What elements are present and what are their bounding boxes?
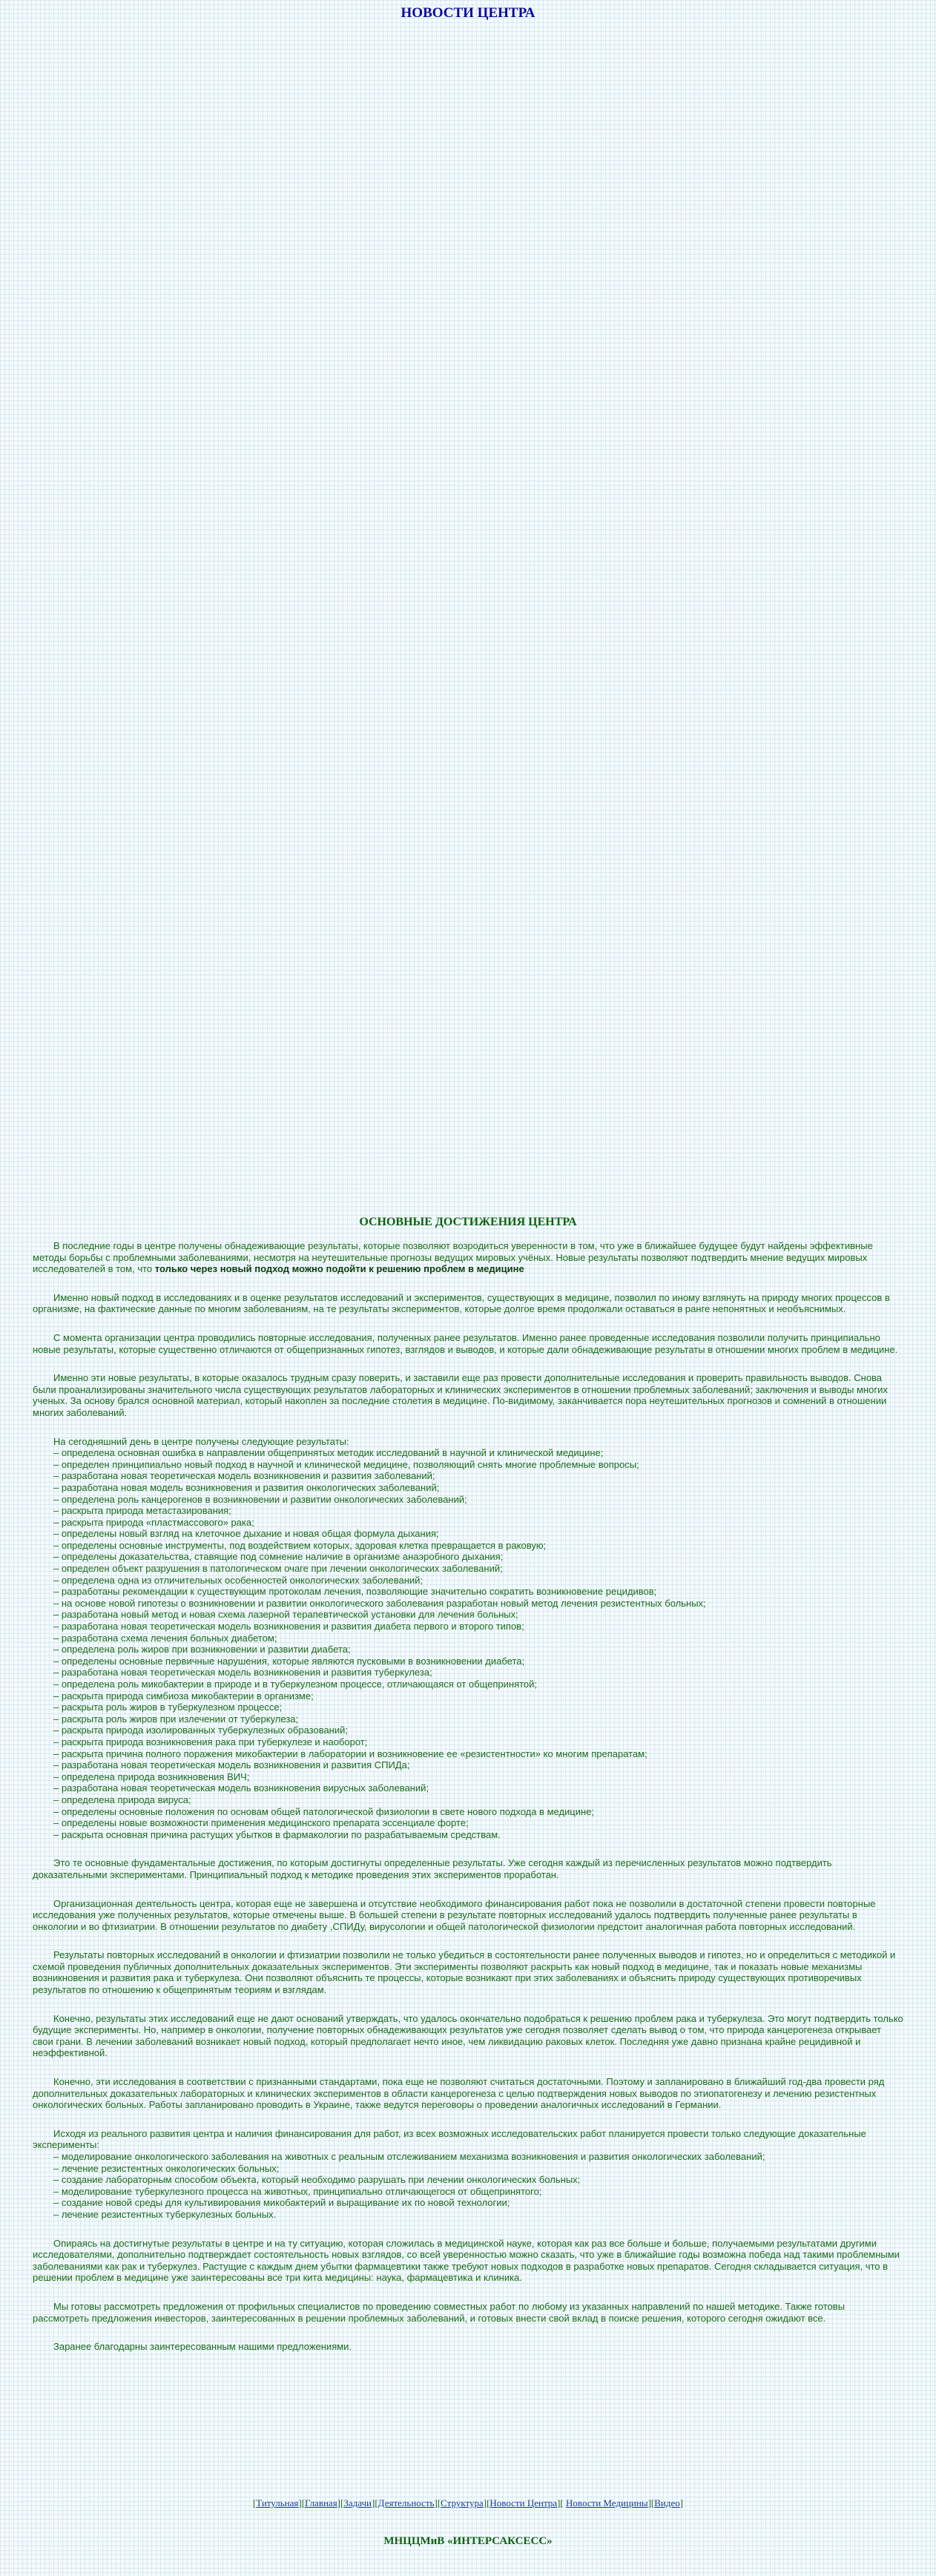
- list-item: – раскрыта природа «пластмассового» рака;: [53, 1517, 903, 1529]
- nav-link-center-news[interactable]: Новости Центра: [490, 2497, 558, 2509]
- list-item: – определены основные первичные нарушения, которые являются пусковыми в возникновении диабета;: [53, 1656, 903, 1667]
- experiments-intro: Исходя из реального развития центра и наличия финансирования для работ, из всех возможных исследовательских работ планируется провести только следующие доказательные эксперименты:: [33, 2127, 866, 2151]
- nav-link-structure[interactable]: Структура: [441, 2497, 484, 2509]
- list-item: – определен объект разрушения в патологическом очаге при лечении онкологических заболеваний;: [53, 1563, 903, 1575]
- paragraph-standards: Конечно, эти исследования в соответствии с признанными стандартами, пока еще не позволяют считаться достаточными. Поэтому и запланировано в ближайший год-два провести ряд дополнительных доказательных лабораторных и клинических экспериментов в области канцерогенеза с целью подтверждения новых выводов по этиопатогенезу и лечению резистентных онкологических больных. Работы запланировано проводить в Украине, также ведутся переговоры о проведении аналогичных исследований в Германии.: [33, 2076, 885, 2111]
- paragraph-fundamental: Это те основные фундаментальные достижения, по которым достигнуты определенные результаты. Уже сегодня каждый из перечисленных результатов можно подтвердить доказательными экспериментами. Принципиальный подход к методике проведения этих экспериментов проработан.: [33, 1857, 832, 1880]
- list-item: – разработана новая модель возникновения и развития онкологических заболеваний;: [53, 1482, 903, 1494]
- page-title: НОВОСТИ ЦЕНТРА: [401, 5, 535, 21]
- paragraph-oncology-results: Результаты повторных исследований в онкологии и фтизиатрии позволили не только убедиться в состоятельности ранее полученных выводов и гипотез, но и определиться с методикой и схемой проведения публичных дополнительных доказательных экспериментов. Эти эксперименты позволяют раскрыть как новый подход в медицине, так и показать новые механизмы возникновения и развития рака и туберкулеза. Они позволяют объяснить те процессы, которые возникают при этих заболеваниях и объяснить природу существующих противоречивых результатов по отношению к общепринятым теориям и взглядам.: [33, 1949, 896, 1996]
- list-item: – определены доказательства, ставящие под сомнение наличие в организме анаэробного дыхания;: [53, 1551, 903, 1563]
- list-item: – разработана схема лечения больных диабетом;: [53, 1633, 903, 1644]
- nav-link-main[interactable]: Главная: [305, 2497, 337, 2509]
- footer-organization-name: МНЦЦМиВ «ИНТЕРСАКСЕСС»: [383, 2535, 553, 2547]
- nav-link-video[interactable]: Видео: [654, 2497, 680, 2509]
- list-item: – создание лабораторным способом объекта, который необходимо разрушать при лечении онкологических больных;: [53, 2174, 903, 2186]
- list-item: – определен принципиально новый подход в научной и клинической медицине, позволяющий снять многие проблемные вопросы;: [53, 1459, 903, 1471]
- results-list: [33, 1447, 903, 1840]
- paragraph-future-experiments: Конечно, результаты этих исследований еще не дают оснований утверждать, что удалось окончательно подобраться к решению проблем рака и туберкулеза. Это могут подтвердить только будущие эксперименты. Но, например в онкологии, получение повторных обнадеживающих результатов уже сегодня позволяет сделать вывод о том, что природа канцерогенеза открывает свои грани. В лечении заболеваний возникает новый подход, который предполагает нечто иное, чем ликвидацию раковых клеток. Последняя уже давно признана крайне рецидивной и неэффективной.: [33, 2012, 903, 2059]
- list-item: – определены основные положения по основам общей патологической физиологии в свете нового подхода в медицине;: [53, 1806, 903, 1818]
- results-intro: На сегодняшний день в центре получены следующие результаты:: [53, 1435, 349, 1447]
- list-item: – определена природа вируса;: [53, 1794, 903, 1806]
- list-item: – раскрыта природа метастазирования;: [53, 1505, 903, 1517]
- list-item: – раскрыта причина полного поражения микобактерии в лаборатории и возникновение ее «резистентности» ко многим препаратам;: [53, 1748, 903, 1760]
- list-item: – определена роль жиров при возникновении и развитии диабета;: [53, 1644, 903, 1656]
- paragraph-repeat-research: С момента организации центра проводились повторные исследования, полученных ранее результатов. Именно ранее проведенные исследования позволили получить принципиально новые результаты, которые существенно отличаются от общепризнанных гипотез, взглядов и выводов, и которые дали обнадеживающие результаты в отношении многих проблем в медицине.: [33, 1331, 898, 1355]
- article-content: [33, 1240, 903, 2370]
- list-item: – лечение резистентных онкологических больных;: [53, 2163, 903, 2175]
- paragraph-intro-emphasis: только через новый подход можно подойти к решению проблем в медицине: [154, 1263, 524, 1275]
- list-item: – определена одна из отличительных особенностей онкологических заболеваний;: [53, 1575, 903, 1587]
- list-item: – раскрыта природа симбиоза микобактерии в организме;: [53, 1690, 903, 1702]
- paragraph-thanks: Заранее благодарны заинтересованным нашими предложениями.: [53, 2341, 352, 2353]
- paragraph-cooperation: Мы готовы рассмотреть предложения от профильных специалистов по проведению совместных работ по любому из указанных направлений по нашей методике. Также готовы рассмотреть предложения инвесторов, заинтересованных в решении проблемных заболеваний, и готовых внести свой вклад в поиске решения, которого сегодня ожидают все.: [33, 2300, 846, 2324]
- list-item: – определена основная ошибка в направлении общепринятых методик исследований в научной и клинической медицине;: [53, 1447, 903, 1459]
- list-item: – разработана новая теоретическая модель возникновения и развития СПИДа;: [53, 1759, 903, 1771]
- list-item: – определены новые возможности применения медицинского препарата эссенциале форте;: [53, 1817, 903, 1829]
- list-item: – определены новый взгляд на клеточное дыхание и новая общая формула дыхания;: [53, 1528, 903, 1540]
- list-item: – моделирование онкологического заболевания на животных с реальным отслеживанием механизма возникновения и развития онкологических заболеваний;: [53, 2151, 903, 2163]
- paragraph-intro-text: В последние годы в центре получены обнадеживающие результаты, которые позволяют возродиться уверенности в том, что уже в ближайшее будущее будут найдены эффективные методы борьбы с проблемными заболеваниями, несмотря на неутешительные прогнозы ведущих мировых учёных. Новые результаты позволяют подтвердить мнение ведущих мировых исследователей в том, что: [33, 1240, 873, 1275]
- list-item: – моделирование туберкулезного процесса на животных, принципиально отличающегося от общепринятого;: [53, 2186, 903, 2198]
- list-item: – определена природа возникновения ВИЧ;: [53, 1771, 903, 1783]
- experiments-block: [33, 2128, 903, 2221]
- paragraph-new-approach: Именно новый подход в исследованиях и в оценке результатов исследований и экспериментов, существующих в медицине, позволил по иному взглянуть на природу многих процессов в организме, на фактические данные по многим заболеваниям, на те результаты экспериментов, которые долгое время продолжали оставаться в ранге непонятных и необъяснимых.: [33, 1291, 890, 1315]
- list-item: – раскрыта роль жиров при излечении от туберкулеза;: [53, 1713, 903, 1725]
- nav-link-activity[interactable]: Деятельность: [378, 2497, 435, 2509]
- paragraph-organization: Организационная деятельность центра, которая еще не завершена и отсутствие необходимого финансирования работ пока не позволили в достаточной степени провести повторные исследования уже полученных результатов, которые отмечены выше. В большей степени в результате повторных исследований удалось подтвердить полученные ранее результаты в онкологии и во фтизиатрии. В отношении результатов по диабету ,СПИДу, вирусологии и общей патологической физиологии предстоит аналогичная работа повторных исследований.: [33, 1897, 876, 1932]
- list-item: – лечение резистентных туберкулезных больных.: [53, 2209, 903, 2221]
- list-item: – создание новой среды для культивирования микобактерий и выращивание их по новой технологии;: [53, 2197, 903, 2209]
- results-block: [33, 1436, 903, 1841]
- list-item: – разработаны рекомендации к существующим протоколам лечения, позволяющие значительно сократить возникновение рецидивов;: [53, 1586, 903, 1598]
- list-item: – разработана новая теоретическая модель возникновения и развития туберкулеза;: [53, 1667, 903, 1679]
- paragraph-verification: Именно эти новые результаты, в которые оказалось трудным сразу поверить, и заставили еще раз провести дополнительные исследования и проверить правильность выводов. Снова были проанализированы значительного числа существующих результатов лабораторных и клинических экспериментов в отношении проблемных заболеваний; заключения и выводы многих ученых. За основу брался основной материал, который накоплен за последние столетия в медицине. По-видимому, заканчивается пора неутешительных прогнозов и сомнений в отношении многих заболеваний.: [33, 1372, 888, 1418]
- section-title: ОСНОВНЫЕ ДОСТИЖЕНИЯ ЦЕНТРА: [359, 1216, 577, 1228]
- paragraph-intro: [33, 1240, 903, 1275]
- nav-link-medicine-news[interactable]: Новости Медицины: [566, 2497, 648, 2509]
- list-item: – разработана новая теоретическая модель возникновения и развития заболеваний;: [53, 1470, 903, 1482]
- nav-link-title-page[interactable]: Титульная: [256, 2497, 299, 2509]
- nav-link-tasks[interactable]: Задачи: [343, 2497, 372, 2509]
- footer-navigation: [Титульная][Главная][Задачи][Деятельность][Структура][Новости Центра][ Новости Медицины][Видео]: [252, 2497, 684, 2509]
- list-item: – определена роль микобактерии в природе и в туберкулезном процессе, отличающаяся от общепринятой;: [53, 1679, 903, 1690]
- list-item: – раскрыта природа возникновения рака при туберкулезе и наоборот;: [53, 1736, 903, 1748]
- list-item: – разработана новая теоретическая модель возникновения и развития диабета первого и второго типов;: [53, 1621, 903, 1633]
- list-item: – на основе новой гипотезы о возникновении и развитии онкологического заболевания разработан новый метод лечения резистентных больных;: [53, 1598, 903, 1610]
- list-item: – разработана новая теоретическая модель возникновения вирусных заболеваний;: [53, 1782, 903, 1794]
- list-item: – разработана новый метод и новая схема лазерной терапевтической установки для лечения больных;: [53, 1609, 903, 1621]
- list-item: – раскрыта основная причина растущих убытков в фармакологии по разрабатываемым средствам.: [53, 1829, 903, 1841]
- experiments-list: [33, 2151, 903, 2221]
- list-item: – раскрыта роль жиров в туберкулезном процессе;: [53, 1702, 903, 1713]
- list-item: – определены основные инструменты, под воздействием которых, здоровая клетка превращается в раковую;: [53, 1540, 903, 1552]
- list-item: – определена роль канцерогенов в возникновении и развитии онкологических заболеваний;: [53, 1494, 903, 1506]
- list-item: – раскрыта природа изолированных туберкулезных образований;: [53, 1725, 903, 1736]
- paragraph-outlook: Опираясь на достигнутые результаты в центре и на ту ситуацию, которая сложилась в медицинской науке, которая как раз все больше и больше, получаемыми результатами другими исследователями, дополнительно подтверждает состоятельность новых взглядов, со всей уверенностью можно сказать, что уже в ближайшие годы возможна победа над такими проблемными заболеваниями как рак и туберкулез. Растущие с каждым днем убытки фармацевтики также требуют новых подходов в разработке новых препаратов. Сегодня складывается ситуация, что в решении проблем в медицине уже заинтересованы все три кита медицины: наука, фармацевтика и клиника.: [33, 2237, 900, 2284]
